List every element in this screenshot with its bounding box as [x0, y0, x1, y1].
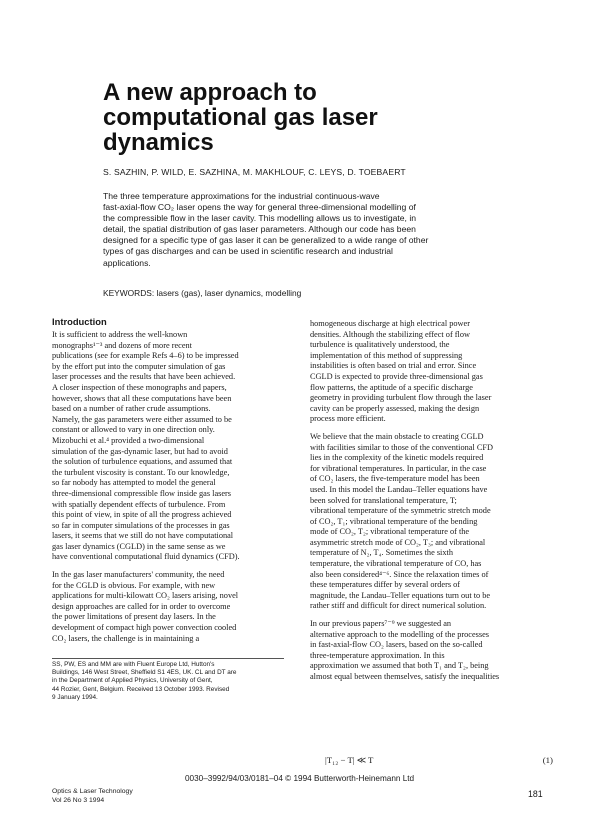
equation-expression: |T₁₂ − T| ≪ T: [325, 755, 374, 765]
text-line: based on a number of rather crude assumptions.: [52, 404, 211, 414]
section-heading: Introduction: [52, 316, 107, 327]
text-line: gas laser dynamics (CGLD) in the same sense as we: [52, 541, 226, 551]
paragraph: [310, 619, 550, 683]
text-line: densities. Although the stabilizing effect of flow: [310, 329, 470, 339]
page-number: 181: [528, 789, 543, 799]
footnote-line: in the Department of Applied Physics, University of Gent,: [52, 677, 213, 685]
text-line: almost equal between themselves, satisfy the inequalities: [310, 672, 500, 681]
text-line: in fast-axial-flow CO₂ lasers, based on the so-called: [310, 640, 483, 650]
journal-name: Optics & Laser Technology: [52, 788, 133, 795]
paragraph: [310, 319, 550, 425]
paragraph: [52, 570, 284, 644]
text-line: flow patterns, the aptitude of a specific discharge: [310, 382, 473, 392]
text-line: monographs¹⁻³ and dozens of more recent: [52, 340, 192, 350]
text-line: lies in the complexity of the kinetic models required: [310, 453, 484, 463]
text-line: lasers, it seems that we still do not have computational: [52, 531, 234, 541]
equation-number: (1): [542, 755, 553, 765]
text-line: temperature of N₂, T₄. Sometimes the sixth: [310, 548, 453, 558]
journal-volume: Vol 26 No 3 1994: [52, 796, 105, 804]
text-line: simulation of the gas-dynamic laser, but had to avoid: [52, 446, 228, 456]
text-line: turbulence is qualitatively understood, the: [310, 340, 450, 350]
text-line: have conventional computational fluid dynamics (CFD).: [52, 552, 240, 562]
title-line: dynamics: [103, 129, 214, 156]
text-line: asymmetric stretch mode of CO₂, T₃; and vibrational: [310, 537, 486, 547]
text-line: constant or allowed to vary in one direction only.: [52, 425, 215, 435]
text-line: cavity can be properly assessed, making the design: [310, 403, 480, 413]
text-line: however, shows that all these computations have been: [52, 393, 232, 403]
text-line: applications for multi-kilowatt CO₂ lasers arising, novel: [52, 591, 239, 601]
abstract-line: The three temperature approximations for the industrial continuous-wave: [103, 191, 380, 201]
text-line: also been considered⁴⁻⁶. Since the relaxation times of: [310, 569, 489, 579]
text-line: been solved for translational temperature, T;: [310, 495, 457, 505]
text-line: magnitude, the Landau–Teller equations turn out to be: [310, 590, 491, 600]
right-column: [310, 319, 550, 690]
text-line: three-temperature approximation. In this: [310, 650, 445, 660]
copyright-line: 0030–3992/94/03/0181–04 © 1994 Butterworth-Heinemann Ltd: [185, 774, 415, 783]
text-line: CGLD is expected to provide three-dimensional gas: [310, 371, 483, 381]
abstract-line: detail, the spatial distribution of gas laser parameters. Although our code has been: [103, 224, 416, 235]
text-line: the power limitations of present day lasers. In the: [52, 612, 216, 622]
text-line: CO₂ lasers, the challenge is in maintaining a: [52, 633, 200, 643]
text-line: the solution of turbulence equations, and assumed that: [52, 457, 233, 467]
text-line: implementation of this method of suppressing: [310, 350, 463, 360]
text-line: geometry in providing turbulent flow through the laser: [310, 393, 492, 403]
journal-citation: [52, 788, 133, 805]
text-line: the turbulent viscosity is constant. To our knowledge,: [52, 467, 230, 477]
text-line: process more efficient.: [310, 414, 386, 424]
abstract-line: the compressible flow in the laser cavity. This modelling allows us to investigate, in: [103, 213, 417, 224]
text-line: these temperatures differ by several orders of: [310, 580, 461, 590]
text-line: three-dimensional compressible flow inside gas lasers: [52, 488, 232, 498]
text-line: by the effort put into the computer simulation of gas: [52, 361, 226, 371]
text-line: Mizobuchi et al.⁴ provided a two-dimensional: [52, 435, 205, 445]
text-line: this point of view, in spite of all the progress achieved: [52, 510, 232, 520]
text-line: approximation we assumed that both T₁ and T₂, being: [310, 661, 489, 671]
text-line: with spatially dependent effects of turbulence. From: [52, 499, 226, 509]
text-line: In our previous papers⁷⁻⁹ we suggested an: [310, 619, 452, 629]
equation-1: [325, 755, 553, 766]
footnote-divider: [52, 658, 284, 659]
title-line: computational gas laser: [103, 104, 378, 131]
text-line: with facilities similar to those of the conventional CFD: [310, 442, 493, 452]
text-line: In the gas laser manufacturers' community, the need: [52, 570, 225, 580]
text-line: so far nobody has attempted to model the general: [52, 478, 216, 488]
abstract: [103, 191, 491, 269]
abstract-line: fast-axial-flow CO₂ laser opens the way for general three-dimensional modelling of: [103, 202, 416, 213]
text-line: It is sufficient to address the well-known: [52, 330, 188, 339]
text-line: laser processes and the results that have been achieved.: [52, 372, 236, 382]
footnote-line: 9 January 1994.: [52, 693, 98, 701]
text-line: design approaches are called for in order to overcome: [52, 601, 231, 611]
left-column: [52, 316, 284, 651]
author-affiliation-footnote: [52, 661, 292, 702]
text-line: of CO₂, T₁; vibrational temperature of the bending: [310, 516, 478, 526]
keywords: KEYWORDS: lasers (gas), laser dynamics, modelling: [103, 288, 302, 298]
abstract-line: types of gas discharges and can be used in scientific research and industrial: [103, 246, 393, 257]
abstract-line: applications.: [103, 257, 151, 268]
footnote-line: Buildings, 146 West Street, Sheffield S1 4ES, UK. CL and DT are: [52, 669, 237, 677]
title-line: A new approach to: [103, 79, 317, 106]
text-line: temperature, the vibrational temperature of CO, has: [310, 559, 482, 569]
text-line: for the CGLD is obvious. For example, with new: [52, 580, 216, 590]
text-line: rather stiff and difficult for direct numerical solution.: [310, 601, 487, 611]
paragraph: [310, 432, 550, 612]
text-line: so far in computer simulations of the processes in gas: [52, 520, 230, 530]
text-line: Namely, the gas parameters were either assumed to be: [52, 414, 232, 424]
footnote-line: 44 Rozier, Gent, Belgium. Received 13 October 1993. Revised: [52, 685, 230, 693]
footnote-line: SS, PW, ES and MM are with Fluent Europe Ltd, Hutton's: [52, 661, 215, 668]
text-line: publications (see for example Refs 4–6) to be impressed: [52, 351, 239, 361]
text-line: We believe that the main obstacle to creating CGLD: [310, 431, 484, 441]
text-line: for vibrational temperatures. In particular, in the case: [310, 463, 487, 473]
text-line: vibrational temperature of the symmetric stretch mode: [310, 506, 491, 516]
text-line: development of compact high power convection cooled: [52, 623, 237, 633]
author-list: S. SAZHIN, P. WILD, E. SAZHINA, M. MAKHLOUF, C. LEYS, D. TOEBAERT: [103, 167, 406, 177]
text-line: mode of CO₂, T₂; vibrational temperature of the: [310, 527, 470, 537]
paragraph: [52, 330, 284, 563]
text-line: instabilities is often based on trial and error. Since: [310, 361, 477, 371]
article-title: [103, 80, 483, 155]
text-line: alternative approach to the modelling of the processes: [310, 629, 490, 639]
abstract-line: designed for a specific type of gas laser it can be generalized to a wide range of other: [103, 235, 429, 246]
text-line: homogeneous discharge at high electrical power: [310, 319, 470, 328]
text-line: of CO₂ lasers, the five-temperature model has been: [310, 474, 480, 484]
text-line: used. In this model the Landau–Teller equations have: [310, 484, 488, 494]
text-line: A closer inspection of these monographs and papers,: [52, 382, 227, 392]
